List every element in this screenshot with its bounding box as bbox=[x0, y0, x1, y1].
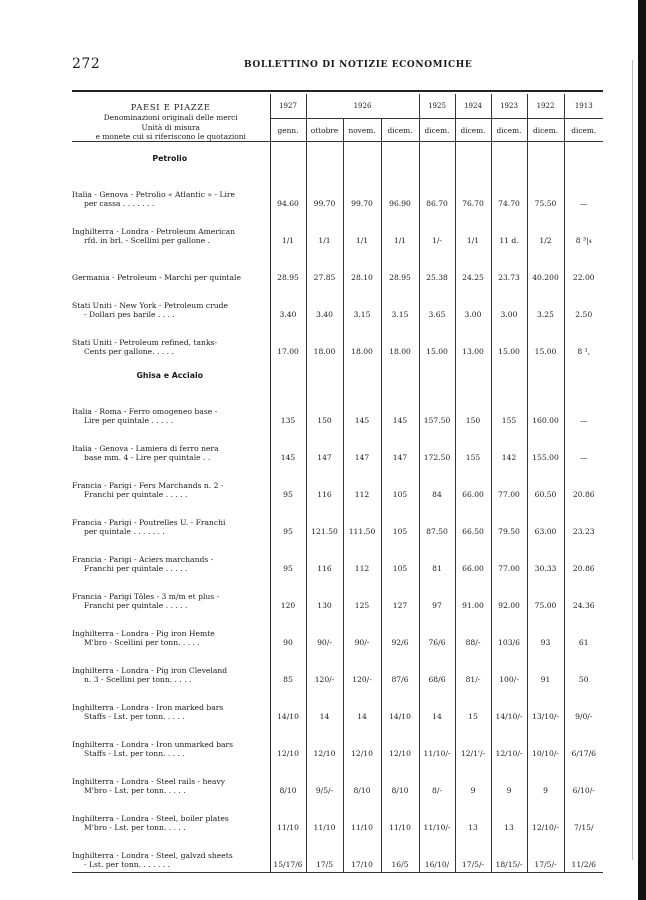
page-edge-bar bbox=[638, 0, 646, 900]
price-cell: 68/6 bbox=[419, 650, 455, 687]
price-cell: 8 ¹, bbox=[564, 322, 603, 359]
price-cell: 1/- bbox=[419, 211, 455, 248]
price-cell: 145 bbox=[270, 428, 306, 465]
commodity-line-2: M'bro - Lst. per tonn. . . . . bbox=[84, 822, 186, 832]
price-cell: 8 ³|₄ bbox=[564, 211, 603, 248]
price-cell: 160.00 bbox=[527, 391, 564, 428]
price-cell: 95 bbox=[270, 465, 306, 502]
price-cell: 10/10/- bbox=[527, 724, 564, 761]
commodity-line-2: Franchi per quintale . . . . . bbox=[84, 563, 188, 573]
commodity-line-1: Francia - Parigi - Aciers marchands - bbox=[72, 554, 214, 564]
price-cell: 3.15 bbox=[381, 285, 419, 322]
price-cell: 40.200 bbox=[527, 248, 564, 285]
price-cell: 74.70 bbox=[491, 174, 527, 211]
price-cell: 6/17/6 bbox=[564, 724, 603, 761]
price-cell: 76.70 bbox=[455, 174, 491, 211]
price-cell: 13/10/- bbox=[527, 687, 564, 724]
commodity-line-1: Stati Uniti - New York - Petroleum crude bbox=[72, 300, 228, 310]
price-cell: 15.00 bbox=[419, 322, 455, 359]
commodity-line-1: Inghilterra - Londra - Iron marked bars bbox=[72, 702, 224, 712]
empty-cell bbox=[527, 142, 564, 175]
year-1927: 1927 bbox=[270, 94, 306, 119]
price-cell: — bbox=[564, 428, 603, 465]
price-cell: 75.00 bbox=[527, 576, 564, 613]
commodity-description bbox=[72, 285, 270, 322]
price-cell: 9/5/- bbox=[306, 761, 343, 798]
commodity-line-1: Inghilterra - Londra - Steel rails - heavy bbox=[72, 776, 226, 786]
commodity-line-2: Franchi per quintale . . . . . bbox=[84, 600, 188, 610]
price-cell: 91.00 bbox=[455, 576, 491, 613]
price-cell: 66.00 bbox=[455, 539, 491, 576]
month-header: dicem. bbox=[491, 119, 527, 142]
price-cell: 14 bbox=[306, 687, 343, 724]
commodity-line-2: n. 3 - Scellini per tonn. . . . . bbox=[84, 674, 192, 684]
commodity-line-1: Italia - Genova - Lamiera di ferro nera bbox=[72, 443, 219, 453]
empty-cell bbox=[491, 359, 527, 391]
table-row bbox=[72, 391, 603, 428]
price-cell: 3.00 bbox=[491, 285, 527, 322]
price-cell: 7/15/ bbox=[564, 798, 603, 835]
price-cell: 155 bbox=[455, 428, 491, 465]
commodity-line-2: M'bro - Lst. per tonn. . . . . bbox=[84, 785, 186, 795]
year-1926: 1926 bbox=[306, 94, 419, 119]
price-cell: 125 bbox=[343, 576, 381, 613]
price-cell: 11/2/6 bbox=[564, 835, 603, 873]
price-cell: 12/1'/- bbox=[455, 724, 491, 761]
price-cell: 63.00 bbox=[527, 502, 564, 539]
empty-cell bbox=[343, 359, 381, 391]
price-cell: 112 bbox=[343, 539, 381, 576]
commodity-line-2: Lire per quintale . . . . . bbox=[84, 415, 174, 425]
price-cell: 17/5/- bbox=[527, 835, 564, 873]
empty-cell bbox=[564, 359, 603, 391]
price-cell: 16/10/ bbox=[419, 835, 455, 873]
price-cell: 97 bbox=[419, 576, 455, 613]
price-cell: 11/10 bbox=[343, 798, 381, 835]
price-cell: 8/10 bbox=[343, 761, 381, 798]
commodity-line-1: Inghilterra - Londra - Steel, galvzd sheets bbox=[72, 850, 233, 860]
commodity-description bbox=[72, 687, 270, 724]
price-table bbox=[72, 94, 603, 873]
price-cell: 28.95 bbox=[381, 248, 419, 285]
commodity-description bbox=[72, 465, 270, 502]
empty-cell bbox=[491, 142, 527, 175]
year-1923: 1923 bbox=[491, 94, 527, 119]
month-header: genn. bbox=[270, 119, 306, 142]
commodity-line-2: Staffs - Lst. per tonn. . . . . bbox=[84, 711, 185, 721]
price-cell: 12/10 bbox=[381, 724, 419, 761]
price-cell: 23.73 bbox=[491, 248, 527, 285]
price-cell: 1/2 bbox=[527, 211, 564, 248]
price-cell: 105 bbox=[381, 502, 419, 539]
commodity-line-2: base mm. 4 - Lire per quintale . . bbox=[84, 452, 211, 462]
price-cell: 17.00 bbox=[270, 322, 306, 359]
commodity-line-1: Inghilterra - Londra - Petroleum American bbox=[72, 226, 235, 236]
price-cell: 20.86 bbox=[564, 539, 603, 576]
price-cell: 92/6 bbox=[381, 613, 419, 650]
commodity-line-2: rfd. in brl. - Scellini per gallone . bbox=[84, 235, 210, 245]
price-cell: 3.15 bbox=[343, 285, 381, 322]
price-cell: 86.70 bbox=[419, 174, 455, 211]
price-cell: 2.50 bbox=[564, 285, 603, 322]
price-cell: 18.00 bbox=[381, 322, 419, 359]
commodity-line-2: per quintale . . . . . . . bbox=[84, 526, 165, 536]
price-cell: 50 bbox=[564, 650, 603, 687]
price-cell: 17/5 bbox=[306, 835, 343, 873]
price-cell: 8/- bbox=[419, 761, 455, 798]
price-cell: 145 bbox=[343, 391, 381, 428]
commodity-description bbox=[72, 650, 270, 687]
price-cell: 11/10 bbox=[306, 798, 343, 835]
section-title: Ghisa e Acciaio bbox=[136, 370, 203, 380]
empty-cell bbox=[270, 359, 306, 391]
empty-cell bbox=[306, 359, 343, 391]
price-cell: 8/10 bbox=[381, 761, 419, 798]
month-header: dicem. bbox=[455, 119, 491, 142]
price-cell: 81/- bbox=[455, 650, 491, 687]
header-rule bbox=[72, 90, 603, 92]
price-cell: 76/6 bbox=[419, 613, 455, 650]
commodity-line-1: Inghilterra - Londra - Iron unmarked bars bbox=[72, 739, 234, 749]
section-title: Petrolio bbox=[152, 153, 188, 163]
price-cell: 28.95 bbox=[270, 248, 306, 285]
price-cell: 20.86 bbox=[564, 465, 603, 502]
month-header: dicem. bbox=[527, 119, 564, 142]
price-cell: 11 d. bbox=[491, 211, 527, 248]
year-1913: 1913 bbox=[564, 94, 603, 119]
price-cell: 16/5 bbox=[381, 835, 419, 873]
month-header: novem. bbox=[343, 119, 381, 142]
price-cell: 91 bbox=[527, 650, 564, 687]
commodity-description bbox=[72, 576, 270, 613]
commodity-line-1: Germania - Petroleum - Marchi per quintale bbox=[72, 272, 241, 282]
header-label-block bbox=[72, 94, 270, 142]
page-edge-line bbox=[632, 60, 633, 860]
price-cell: 27.85 bbox=[306, 248, 343, 285]
price-cell: 77.00 bbox=[491, 465, 527, 502]
price-cell: 1/1 bbox=[306, 211, 343, 248]
empty-cell bbox=[343, 142, 381, 175]
header-line-3: e monete cui si riferiscono le quotazioni bbox=[95, 131, 246, 141]
table-row bbox=[72, 761, 603, 798]
commodity-line-1: Francia - Parigi Tôles - 3 m/m et plus - bbox=[72, 591, 220, 601]
price-cell: 157.50 bbox=[419, 391, 455, 428]
price-cell: 15 bbox=[455, 687, 491, 724]
price-cell: 8/10 bbox=[270, 761, 306, 798]
commodity-description bbox=[72, 798, 270, 835]
price-cell: 23.23 bbox=[564, 502, 603, 539]
price-cell: 92.00 bbox=[491, 576, 527, 613]
price-cell: 90/- bbox=[343, 613, 381, 650]
header-title: PAESI E PIAZZE bbox=[130, 102, 211, 112]
table-row bbox=[72, 650, 603, 687]
price-cell: 103/6 bbox=[491, 613, 527, 650]
empty-cell bbox=[527, 359, 564, 391]
commodity-description bbox=[72, 502, 270, 539]
price-cell: 90/- bbox=[306, 613, 343, 650]
commodity-line-1: Italia - Genova - Petrolio « Atlantic » - Lire bbox=[72, 189, 236, 199]
table-row bbox=[72, 248, 603, 285]
price-cell: 60.50 bbox=[527, 465, 564, 502]
price-cell: 150 bbox=[306, 391, 343, 428]
commodity-line-1: Inghilterra - Londra - Pig iron Cleveland bbox=[72, 665, 228, 675]
price-cell: 121.50 bbox=[306, 502, 343, 539]
header-line-2: Unità di misura bbox=[141, 122, 200, 132]
commodity-description bbox=[72, 724, 270, 761]
price-cell: 112 bbox=[343, 465, 381, 502]
price-cell: 1/1 bbox=[455, 211, 491, 248]
price-cell: 79.50 bbox=[491, 502, 527, 539]
price-cell: 11/10/- bbox=[419, 798, 455, 835]
price-cell: 87/6 bbox=[381, 650, 419, 687]
price-cell: 81 bbox=[419, 539, 455, 576]
price-cell: 88/- bbox=[455, 613, 491, 650]
price-cell: 15.00 bbox=[527, 322, 564, 359]
price-cell: 13 bbox=[491, 798, 527, 835]
price-cell: 12/10 bbox=[306, 724, 343, 761]
price-cell: 150 bbox=[455, 391, 491, 428]
price-cell: 147 bbox=[306, 428, 343, 465]
price-cell: 11/10 bbox=[381, 798, 419, 835]
price-table-body bbox=[72, 94, 603, 873]
price-cell: 12/10/- bbox=[491, 724, 527, 761]
month-header: ottobre bbox=[306, 119, 343, 142]
price-cell: 9/0/- bbox=[564, 687, 603, 724]
table-row bbox=[72, 285, 603, 322]
empty-cell bbox=[564, 142, 603, 175]
price-cell: 95 bbox=[270, 502, 306, 539]
commodity-description bbox=[72, 248, 270, 285]
price-cell: 18.00 bbox=[343, 322, 381, 359]
empty-cell bbox=[381, 359, 419, 391]
price-cell: 1/1 bbox=[381, 211, 419, 248]
commodity-line-2: - Lst. per tonn. . . . . . . bbox=[84, 859, 170, 869]
commodity-description bbox=[72, 761, 270, 798]
price-cell: 99.70 bbox=[343, 174, 381, 211]
commodity-description bbox=[72, 835, 270, 873]
price-cell: 12/10 bbox=[270, 724, 306, 761]
commodity-line-1: Inghilterra - Londra - Steel, boiler plates bbox=[72, 813, 229, 823]
price-cell: 145 bbox=[381, 391, 419, 428]
price-cell: 120 bbox=[270, 576, 306, 613]
month-header: dicem. bbox=[564, 119, 603, 142]
price-cell: 9 bbox=[527, 761, 564, 798]
running-header: BOLLETTINO DI NOTIZIE ECONOMICHE bbox=[244, 60, 473, 70]
month-header: dicem. bbox=[381, 119, 419, 142]
price-cell: 25.38 bbox=[419, 248, 455, 285]
price-cell: 85 bbox=[270, 650, 306, 687]
price-cell: 12/10 bbox=[343, 724, 381, 761]
empty-cell bbox=[306, 142, 343, 175]
price-cell: 172.50 bbox=[419, 428, 455, 465]
price-cell: 15.00 bbox=[491, 322, 527, 359]
price-cell: 13.00 bbox=[455, 322, 491, 359]
commodity-description bbox=[72, 613, 270, 650]
price-cell: 120/- bbox=[343, 650, 381, 687]
price-cell: 105 bbox=[381, 465, 419, 502]
commodity-line-2: M'bro - Scellini per tonn. . . . . bbox=[84, 637, 200, 647]
page-number: 272 bbox=[72, 56, 101, 72]
price-cell: 111.50 bbox=[343, 502, 381, 539]
table-row bbox=[72, 687, 603, 724]
price-cell: 9 bbox=[491, 761, 527, 798]
price-cell: 1/1 bbox=[343, 211, 381, 248]
price-cell: 61 bbox=[564, 613, 603, 650]
commodity-line-1: Francia - Parigi - Poutrelles U. - Franchi bbox=[72, 517, 226, 527]
table-row bbox=[72, 724, 603, 761]
price-cell: 130 bbox=[306, 576, 343, 613]
price-cell: 13 bbox=[455, 798, 491, 835]
header-years-row bbox=[72, 94, 603, 119]
commodity-description bbox=[72, 174, 270, 211]
price-cell: — bbox=[564, 391, 603, 428]
section-row bbox=[72, 142, 603, 175]
price-cell: 99.70 bbox=[306, 174, 343, 211]
price-cell: 3.40 bbox=[270, 285, 306, 322]
price-cell: 142 bbox=[491, 428, 527, 465]
price-cell: 1/1 bbox=[270, 211, 306, 248]
price-cell: 3.65 bbox=[419, 285, 455, 322]
price-cell: 11/10 bbox=[270, 798, 306, 835]
empty-cell bbox=[419, 359, 455, 391]
price-cell: 75.50 bbox=[527, 174, 564, 211]
price-cell: 17/5/- bbox=[455, 835, 491, 873]
price-cell: 22.00 bbox=[564, 248, 603, 285]
section-row bbox=[72, 359, 603, 391]
commodity-line-2: Cents per gallone. . . . . bbox=[84, 346, 174, 356]
price-cell: 90 bbox=[270, 613, 306, 650]
table-row bbox=[72, 211, 603, 248]
price-cell: 11/10/- bbox=[419, 724, 455, 761]
commodity-line-2: - Dollari pes barile . . . . bbox=[84, 309, 175, 319]
table-row bbox=[72, 322, 603, 359]
commodity-line-2: Staffs - Lst. per tonn. . . . . bbox=[84, 748, 185, 758]
header-line-1: Denominazioni originali delle merci bbox=[103, 113, 238, 123]
commodity-description bbox=[72, 211, 270, 248]
commodity-line-1: Inghilterra - Londra - Pig iron Hemte bbox=[72, 628, 215, 638]
commodity-line-2: Franchi per quintale . . . . . bbox=[84, 489, 188, 499]
price-cell: 3.25 bbox=[527, 285, 564, 322]
price-cell: 84 bbox=[419, 465, 455, 502]
price-cell: 14/10 bbox=[270, 687, 306, 724]
price-cell: 24.36 bbox=[564, 576, 603, 613]
year-1922: 1922 bbox=[527, 94, 564, 119]
commodity-description bbox=[72, 391, 270, 428]
empty-cell bbox=[270, 142, 306, 175]
price-cell: 30.33 bbox=[527, 539, 564, 576]
price-cell: 100/- bbox=[491, 650, 527, 687]
price-cell: 95 bbox=[270, 539, 306, 576]
commodity-line-1: Stati Uniti - Petroleum refined, tanks- bbox=[72, 337, 218, 347]
commodity-line-2: per cassa . . . . . . . bbox=[84, 198, 155, 208]
empty-cell bbox=[455, 359, 491, 391]
price-cell: 116 bbox=[306, 465, 343, 502]
table-row bbox=[72, 428, 603, 465]
price-cell: 14 bbox=[419, 687, 455, 724]
commodity-line-1: Francia - Parigi - Fers Marchands n. 2 - bbox=[72, 480, 224, 490]
price-cell: 116 bbox=[306, 539, 343, 576]
price-cell: 3.40 bbox=[306, 285, 343, 322]
price-cell: 155.00 bbox=[527, 428, 564, 465]
commodity-description bbox=[72, 428, 270, 465]
table-row bbox=[72, 502, 603, 539]
table-row bbox=[72, 613, 603, 650]
price-cell: 6/10/- bbox=[564, 761, 603, 798]
price-cell: 18/15/- bbox=[491, 835, 527, 873]
price-cell: 135 bbox=[270, 391, 306, 428]
price-cell: 66.50 bbox=[455, 502, 491, 539]
price-cell: — bbox=[564, 174, 603, 211]
price-cell: 3.00 bbox=[455, 285, 491, 322]
price-cell: 12/10/- bbox=[527, 798, 564, 835]
price-cell: 28.10 bbox=[343, 248, 381, 285]
table-row bbox=[72, 835, 603, 873]
price-cell: 14 bbox=[343, 687, 381, 724]
price-cell: 105 bbox=[381, 539, 419, 576]
table-row bbox=[72, 174, 603, 211]
commodity-description bbox=[72, 539, 270, 576]
price-cell: 66.00 bbox=[455, 465, 491, 502]
table-row bbox=[72, 576, 603, 613]
price-cell: 9 bbox=[455, 761, 491, 798]
price-cell: 147 bbox=[381, 428, 419, 465]
year-1924: 1924 bbox=[455, 94, 491, 119]
price-cell: 96.90 bbox=[381, 174, 419, 211]
price-cell: 77.00 bbox=[491, 539, 527, 576]
empty-cell bbox=[419, 142, 455, 175]
price-cell: 94.60 bbox=[270, 174, 306, 211]
commodity-description bbox=[72, 322, 270, 359]
price-cell: 93 bbox=[527, 613, 564, 650]
table-row bbox=[72, 465, 603, 502]
commodity-line-1: Italia - Roma - Ferro omogeneo base - bbox=[72, 406, 218, 416]
price-cell: 127 bbox=[381, 576, 419, 613]
price-cell: 155 bbox=[491, 391, 527, 428]
price-cell: 24.25 bbox=[455, 248, 491, 285]
price-cell: 17/10 bbox=[343, 835, 381, 873]
empty-cell bbox=[455, 142, 491, 175]
year-1925: 1925 bbox=[419, 94, 455, 119]
price-cell: 18.00 bbox=[306, 322, 343, 359]
price-cell: 87.50 bbox=[419, 502, 455, 539]
price-cell: 120/- bbox=[306, 650, 343, 687]
price-cell: 147 bbox=[343, 428, 381, 465]
month-header: dicem. bbox=[419, 119, 455, 142]
price-cell: 14/10 bbox=[381, 687, 419, 724]
table-row bbox=[72, 798, 603, 835]
empty-cell bbox=[381, 142, 419, 175]
price-cell: 14/10/- bbox=[491, 687, 527, 724]
price-cell: 15/17/6 bbox=[270, 835, 306, 873]
table-row bbox=[72, 539, 603, 576]
